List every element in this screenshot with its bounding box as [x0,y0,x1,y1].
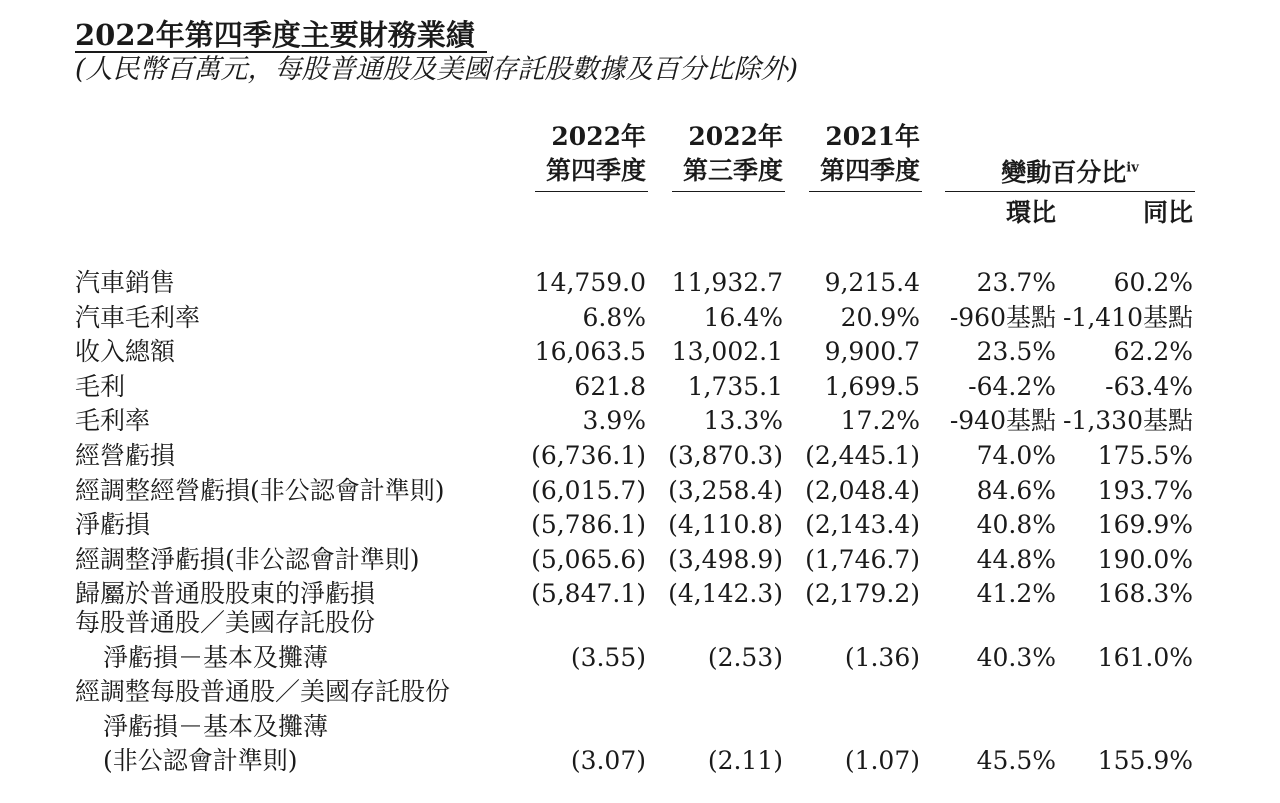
row-label: 經調整經營虧損(非公認會計準則) [75,475,445,505]
cell-q3-2022: (4,142.3) [668,579,783,609]
cell-qoq: -64.2% [968,371,1056,401]
qoq-header: 環比 [1005,198,1056,227]
eps-adjusted-label-row [0,675,1280,710]
table-row [0,508,1280,543]
cell-q4-2021: (2,048.4) [805,475,920,505]
eps-adjusted-label-line3: (非公認會計準則) [103,746,298,776]
col2-quarter-header: 第三季度 [682,156,783,185]
cell-q4-2022: 16,063.5 [534,337,646,367]
cell-yoy: 155.9% [1097,746,1193,776]
cell-q3-2022: (3,258.4) [668,475,783,505]
eps-basic-label-line1: 每股普通股／美國存託股份 [75,608,376,637]
cell-qoq: 23.7% [976,268,1056,297]
cell-q4-2021: 20.9% [840,302,920,332]
cell-yoy: 175.5% [1097,441,1193,470]
table-row [0,404,1280,439]
cell-q4-2022: 14,759.0 [534,268,646,297]
eps-basic-label-line2: 淨虧損－基本及攤薄 [103,642,329,672]
cell-q4-2022: (6,015.7) [531,475,646,505]
cell-yoy: 62.2% [1113,337,1193,367]
cell-q4-2021: 9,215.4 [824,268,920,297]
report-subtitle: (人民幣百萬元，每股普通股及美國存託股數據及百分比除外) [75,54,799,85]
cell-q4-2021: (2,445.1) [805,441,920,470]
cell-qoq: 40.3% [976,642,1056,672]
cell-q4-2021: 9,900.7 [824,337,920,367]
table-row [0,543,1280,578]
cell-qoq: -940基點 [949,406,1056,436]
cell-qoq: -960基點 [949,302,1056,332]
cell-q4-2021: (1.07) [844,746,920,776]
cell-q4-2022: (3.55) [570,642,646,672]
table-row [0,439,1280,474]
cell-qoq: 41.2% [976,579,1056,609]
cell-yoy: 193.7% [1097,475,1193,505]
cell-q4-2021: 17.2% [840,406,920,436]
table-row [0,335,1280,370]
table-row [0,641,1280,676]
cell-q3-2022: (3,870.3) [668,441,783,470]
cell-qoq: 84.6% [976,475,1056,505]
cell-q4-2022: 621.8 [574,371,646,401]
table-row [0,370,1280,405]
eps-adjusted-label-row [0,710,1280,745]
cell-q4-2022: 3.9% [582,406,646,436]
cell-q3-2022: (4,110.8) [668,510,783,540]
cell-q4-2022: (5,786.1) [531,510,646,540]
cell-yoy: -63.4% [1105,371,1193,401]
col3-quarter-header: 第四季度 [819,156,920,185]
table-row [0,301,1280,336]
change-percent-header [945,156,1195,190]
cell-q3-2022: 16.4% [703,302,783,332]
cell-qoq: 44.8% [976,544,1056,574]
cell-q4-2022: (6,736.1) [531,441,646,470]
cell-q3-2022: 13.3% [703,406,783,436]
cell-qoq: 74.0% [976,441,1056,470]
cell-q3-2022: 13,002.1 [671,337,783,367]
cell-yoy: -1,410基點 [1062,302,1193,332]
cell-q4-2021: (1,746.7) [805,544,920,574]
cell-yoy: 169.9% [1097,510,1193,540]
eps-adjusted-label-line2: 淨虧損－基本及攤薄 [103,711,329,741]
col3-header-rule [809,191,922,192]
cell-q3-2022: (2.53) [707,642,783,672]
row-label: 淨虧損 [75,510,151,540]
table-row [0,744,1280,779]
cell-yoy: 60.2% [1113,268,1193,297]
cell-yoy: 190.0% [1097,544,1193,574]
cell-q3-2022: (2.11) [707,746,783,776]
change-note-marker: iv [1126,160,1139,176]
change-percent-label: 變動百分比 [1001,158,1127,187]
cell-q3-2022: 1,735.1 [687,371,783,401]
cell-q3-2022: (3,498.9) [668,544,783,574]
col1-year-header: 2022年 [551,122,646,151]
cell-q4-2021: (1.36) [844,642,920,672]
cell-qoq: 40.8% [976,510,1056,540]
report-title: 2022年第四季度主要財務業績 [75,18,475,52]
row-label: 歸屬於普通股股東的淨虧損 [75,579,376,609]
col2-header-rule [672,191,785,192]
row-label: 汽車銷售 [75,268,176,297]
eps-adjusted-label-line1: 經調整每股普通股／美國存託股份 [75,677,451,707]
change-header-rule [945,191,1195,192]
table-row [0,266,1280,301]
row-label: 經營虧損 [75,441,176,470]
eps-basic-label-row [0,606,1280,641]
row-label: 毛利率 [75,406,151,436]
table-row [0,474,1280,509]
cell-yoy: 168.3% [1097,579,1193,609]
col1-quarter-header: 第四季度 [545,156,646,185]
cell-yoy: 161.0% [1097,642,1193,672]
cell-q4-2021: 1,699.5 [824,371,920,401]
row-label: 毛利 [75,371,126,401]
cell-q4-2021: (2,179.2) [805,579,920,609]
row-label: 經調整淨虧損(非公認會計準則) [75,544,420,574]
cell-q4-2022: (3.07) [570,746,646,776]
col2-year-header: 2022年 [688,122,783,151]
yoy-header: 同比 [1142,198,1193,227]
cell-q4-2021: (2,143.4) [805,510,920,540]
cell-yoy: -1,330基點 [1062,406,1193,436]
row-label: 汽車毛利率 [75,302,201,332]
cell-qoq: 45.5% [976,746,1056,776]
cell-q4-2022: (5,065.6) [531,544,646,574]
title-underline [75,51,487,53]
row-label: 收入總額 [75,337,176,367]
cell-qoq: 23.5% [976,337,1056,367]
cell-q4-2022: (5,847.1) [531,579,646,609]
cell-q4-2022: 6.8% [582,302,646,332]
cell-q3-2022: 11,932.7 [671,268,783,297]
col3-year-header: 2021年 [825,122,920,151]
col1-header-rule [535,191,648,192]
